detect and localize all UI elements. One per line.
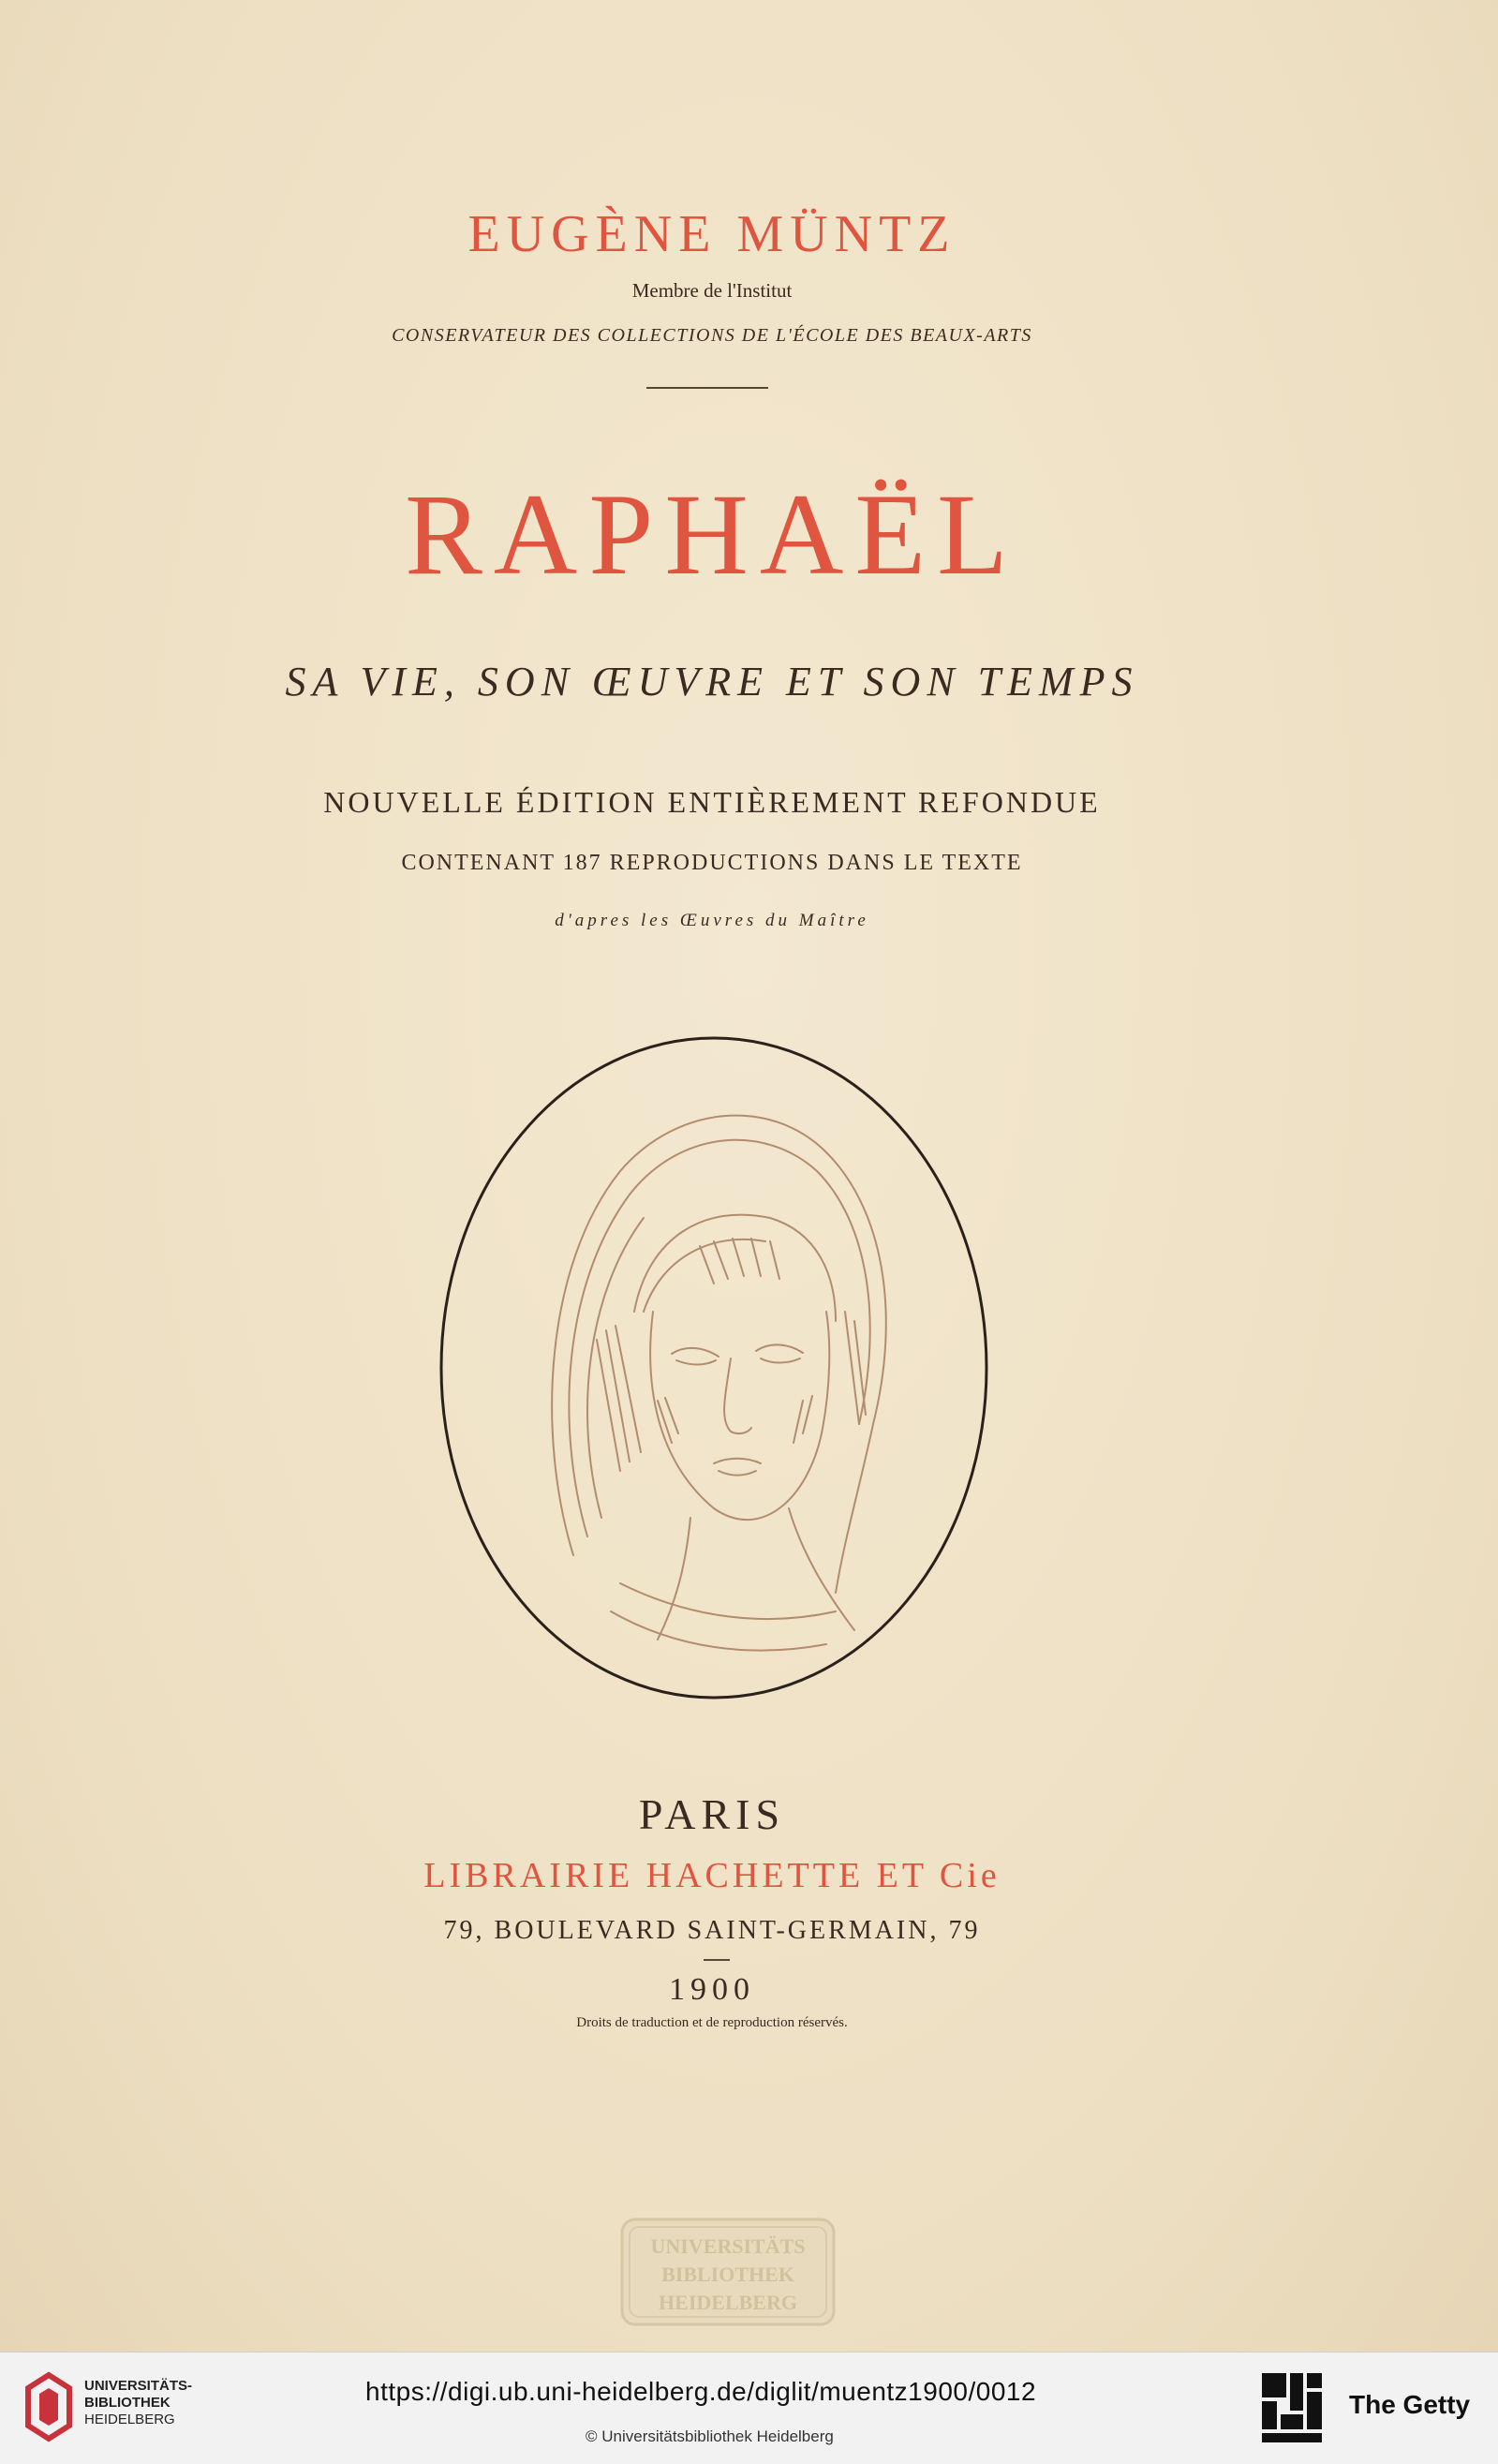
author-position: CONSERVATEUR DES COLLECTIONS DE L'ÉCOLE DES BEAUX-ARTS bbox=[392, 325, 1032, 346]
madonna-portrait-image bbox=[433, 1031, 995, 1705]
reproductions-note: CONTENANT 187 REPRODUCTIONS DANS LE TEXTE bbox=[401, 851, 1023, 875]
publication-year: 1900 bbox=[669, 1972, 755, 2007]
edition-note: NOUVELLE ÉDITION ENTIÈREMENT REFONDUE bbox=[323, 785, 1101, 819]
svg-text:HEIDELBERG: HEIDELBERG bbox=[659, 2291, 797, 2314]
library-stamp-icon bbox=[618, 2216, 838, 2328]
svg-text:BIBLIOTHEK: BIBLIOTHEK bbox=[661, 2263, 794, 2286]
rights-note: Droits de traduction et de reproduction réservés. bbox=[576, 2015, 848, 2030]
library-name-line1: UNIVERSITÄTS- bbox=[84, 2378, 193, 2394]
svg-text:UNIVERSITÄTS: UNIVERSITÄTS bbox=[650, 2234, 806, 2258]
publication-city: PARIS bbox=[638, 1790, 786, 1838]
library-name-line3: HEIDELBERG bbox=[84, 2412, 175, 2427]
copyright-notice: © Universitätsbibliothek Heidelberg bbox=[586, 2427, 834, 2445]
viewer-footer bbox=[0, 2352, 1498, 2464]
getty-logo-icon bbox=[1258, 2369, 1326, 2452]
source-note: d'apres les Œuvres du Maître bbox=[555, 911, 869, 930]
divider-rule bbox=[646, 387, 768, 389]
publisher-name: LIBRAIRIE HACHETTE ET Cie bbox=[423, 1856, 1001, 1895]
permalink-url[interactable]: https://digi.ub.uni-heidelberg.de/diglit/muentz1900/0012 bbox=[365, 2377, 1037, 2406]
book-subtitle: SA VIE, SON ŒUVRE ET SON TEMPS bbox=[285, 659, 1139, 705]
divider-rule-small bbox=[704, 1959, 730, 1961]
partner-name: The Getty bbox=[1349, 2390, 1471, 2419]
author-membership: Membre de l'Institut bbox=[631, 279, 793, 302]
university-library-logo-icon bbox=[21, 2368, 77, 2442]
book-title: RAPHAËL bbox=[405, 470, 1019, 599]
library-name-line2: BIBLIOTHEK bbox=[84, 2395, 171, 2411]
publisher-address: 79, BOULEVARD SAINT-GERMAIN, 79 bbox=[443, 1916, 981, 1945]
author-name: EUGÈNE MÜNTZ bbox=[467, 205, 957, 263]
